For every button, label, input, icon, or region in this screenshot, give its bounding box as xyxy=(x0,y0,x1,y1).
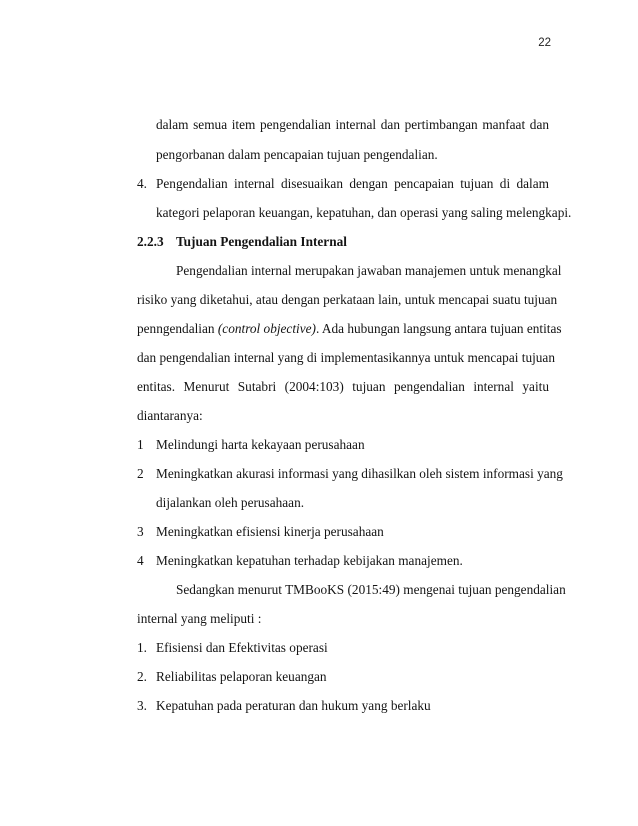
paragraph-1-line-5: entitas. Menurut Sutabri (2004:103) tujuan pengendalian internal yaitu xyxy=(137,379,549,394)
list-item-text: Meningkatkan kepatuhan terhadap kebijakan manajemen. xyxy=(156,553,463,568)
list-item xyxy=(137,436,549,454)
paragraph-1-line-1: Pengendalian internal merupakan jawaban manajemen untuk menangkal xyxy=(176,263,562,278)
list-item xyxy=(137,639,549,657)
list-item-number: 4. xyxy=(137,176,147,191)
list-item-text: Efisiensi dan Efektivitas operasi xyxy=(156,640,328,655)
page-number: 22 xyxy=(538,37,551,49)
continuation-line-2: pengorbanan dalam pencapaian tujuan pengendalian. xyxy=(156,147,438,162)
list-item-4 xyxy=(137,175,549,193)
list-item xyxy=(137,465,563,483)
section-number: 2.2.3 xyxy=(137,234,164,249)
paragraph-1-line-2: risiko yang diketahui, atau dengan perkataan lain, untuk mencapai suatu tujuan xyxy=(137,292,558,307)
paragraph-1-line-3-pre: penngendalian xyxy=(137,321,215,336)
list-item-number: 2. xyxy=(137,669,147,684)
italic-term: (control objective) xyxy=(217,321,316,336)
list-item-number: 1 xyxy=(137,437,144,452)
list-item-number: 3. xyxy=(137,698,147,713)
list-item-text: Melindungi harta kekayaan perusahaan xyxy=(156,437,365,452)
section-heading xyxy=(137,233,549,251)
paragraph-2-line-1: Sedangkan menurut TMBooKS (2015:49) mengenai tujuan pengendalian xyxy=(176,582,566,597)
paragraph-2-line-2: internal yang meliputi : xyxy=(137,611,262,626)
list-item xyxy=(137,552,549,570)
list-item-number: 1. xyxy=(137,640,147,655)
list-item-text: Reliabilitas pelaporan keuangan xyxy=(156,669,327,684)
list-item-text: Pengendalian internal disesuaikan dengan pencapaian tujuan di dalam xyxy=(156,176,549,191)
list-item-text: Meningkatkan akurasi informasi yang dihasilkan oleh sistem informasi yang xyxy=(156,466,563,481)
list-item-4-line-2: kategori pelaporan keuangan, kepatuhan, dan operasi yang saling melengkapi. xyxy=(156,205,572,220)
paragraph-1-line-3-post: . Ada hubungan langsung antara tujuan entitas xyxy=(315,321,562,336)
continuation-line-1: dalam semua item pengendalian internal dan pertimbangan manfaat dan xyxy=(156,117,549,132)
paragraph-1-line-6: diantaranya: xyxy=(137,408,203,423)
list-item-number: 3 xyxy=(137,524,144,539)
list-item xyxy=(137,668,549,686)
list-item-continuation: dijalankan oleh perusahaan. xyxy=(156,495,305,510)
list-item-text: Kepatuhan pada peraturan dan hukum yang berlaku xyxy=(156,698,431,713)
paragraph-1-line-3 xyxy=(137,320,562,338)
paragraph-1-line-4: dan pengendalian internal yang di implementasikannya untuk mencapai tujuan xyxy=(137,350,555,365)
list-item-number: 4 xyxy=(137,553,144,568)
list-item xyxy=(137,523,549,541)
list-item xyxy=(137,697,549,715)
section-title: Tujuan Pengendalian Internal xyxy=(176,234,347,249)
list-item-number: 2 xyxy=(137,466,144,481)
list-item-text: Meningkatkan efisiensi kinerja perusahaan xyxy=(156,524,384,539)
